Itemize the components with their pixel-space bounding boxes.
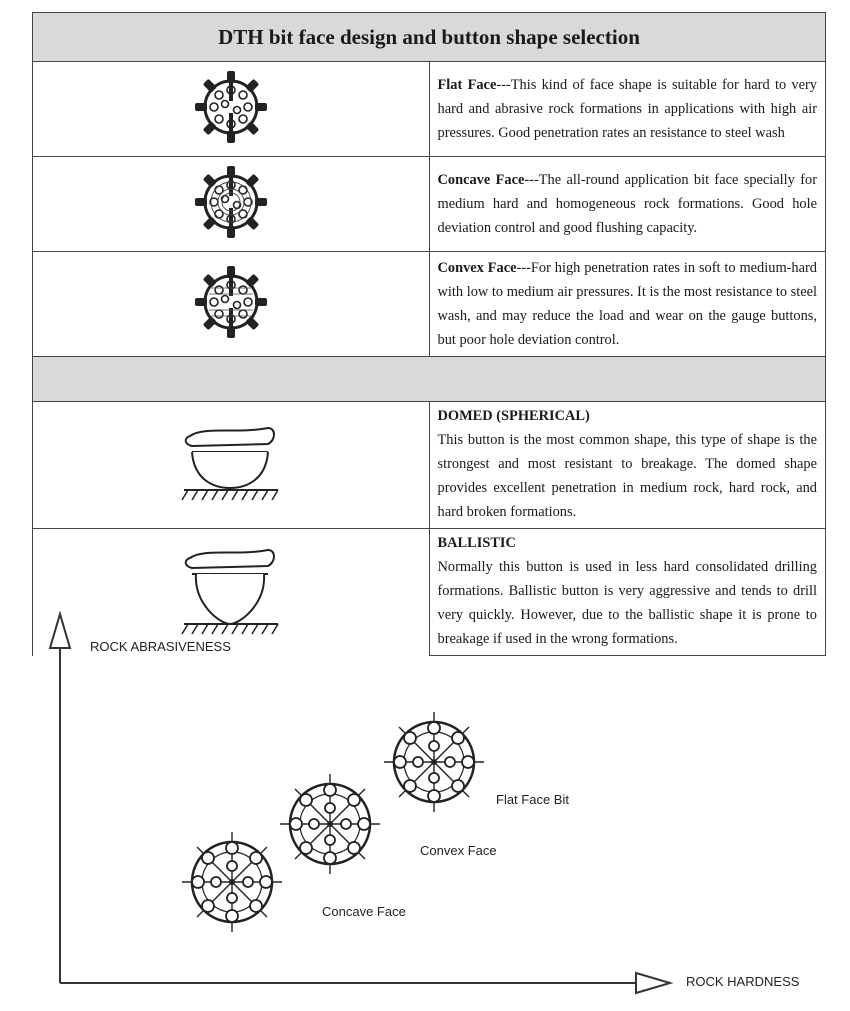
flat-face-bit-icon bbox=[384, 712, 484, 812]
domed-text: This button is the most common shape, this type of shape is the strongest and most resistant to breakage. The domed shape provides excellent penetration in medium rock, hard rock, and hard broken formations. bbox=[437, 432, 817, 520]
concave-face-name: Concave Face bbox=[437, 172, 525, 188]
x-axis-label: ROCK HARDNESS bbox=[686, 974, 800, 989]
flat-face-separator: --- bbox=[496, 77, 511, 93]
concave-face-bit-icon bbox=[182, 832, 282, 932]
convex-face-label: Convex Face bbox=[420, 843, 497, 858]
convex-face-picture-cell bbox=[33, 252, 430, 357]
table-title: DTH bit face design and button shape selection bbox=[33, 13, 826, 62]
concave-face-description bbox=[429, 157, 826, 252]
y-axis-arrow bbox=[50, 614, 70, 648]
section-divider-band bbox=[33, 357, 826, 402]
domed-picture-cell bbox=[33, 402, 430, 529]
y-axis-label: ROCK ABRASIVENESS bbox=[90, 639, 231, 654]
domed-button-icon bbox=[176, 418, 286, 508]
convex-face-name: Convex Face bbox=[437, 260, 517, 276]
flat-face-bit-label: Flat Face Bit bbox=[496, 792, 569, 807]
ballistic-name: BALLISTIC bbox=[437, 535, 516, 551]
convex-face-description bbox=[429, 252, 826, 357]
flat-face-description bbox=[429, 62, 826, 157]
concave-face-label: Concave Face bbox=[322, 904, 406, 919]
x-axis-arrow bbox=[636, 973, 670, 993]
convex-face-text: For high penetration rates in soft to medium-hard with low to medium air pressures. It is the most resistance to steel wash, and may reduce the load and wear on the gauge buttons, but poor hole deviation control. bbox=[437, 260, 817, 348]
flat-face-name: Flat Face bbox=[437, 77, 497, 93]
bit-selection-chart bbox=[0, 600, 850, 1011]
convex-face-bit-icon bbox=[191, 262, 271, 342]
flat-face-picture-cell bbox=[33, 62, 430, 157]
concave-face-bit-icon bbox=[191, 162, 271, 242]
domed-name: DOMED (SPHERICAL) bbox=[437, 408, 590, 424]
convex-face-bit-icon bbox=[280, 774, 380, 874]
domed-description bbox=[429, 402, 826, 529]
concave-face-picture-cell bbox=[33, 157, 430, 252]
ballistic-text: Normally this button is used in less hard consolidated drilling formations. Ballistic button is very aggressive and tends to drill very quickly. However, due to the ballistic shape it is prone to breakage if used in the wrong formations. bbox=[437, 559, 817, 647]
convex-face-separator: --- bbox=[516, 260, 531, 276]
flat-face-text: This kind of face shape is suitable for hard to very hard and abrasive rock formations in applications with high air pressures. Good penetration rates an resistance to steel wash bbox=[437, 77, 818, 141]
flat-face-bit-icon bbox=[191, 67, 271, 147]
concave-face-separator: --- bbox=[524, 172, 539, 188]
bit-selection-table bbox=[32, 12, 826, 656]
concave-face-text: The all-round application bit face specially for medium hard and homogeneous rock formations. Good hole deviation control and good flushing capacity. bbox=[437, 172, 817, 236]
